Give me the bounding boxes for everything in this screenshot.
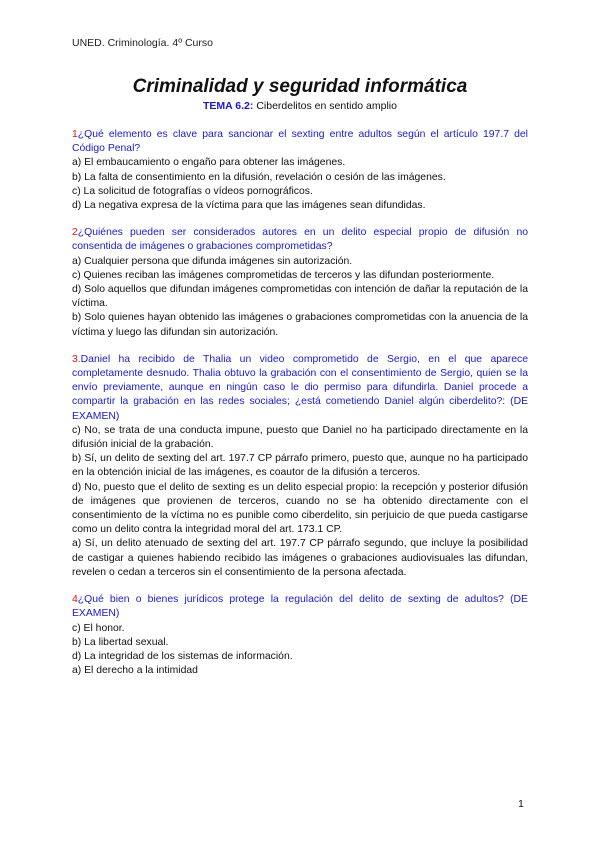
question-text: 2¿Quiénes pueden ser considerados autores en un delito especial propio de difusión no consentida de imágenes o grabaciones comprometidas? (72, 227, 528, 253)
question-block (72, 226, 528, 340)
answer-option: a) Sí, un delito atenuado de sexting del art. 197.7 CP párrafo segundo, que incluye la posibilidad de castigar a quienes habiendo recibido las imágenes o grabaciones audiovisuales las difundan, revelen o cedan a terceros sin el consentimiento de la persona afectada. (72, 538, 528, 578)
answer-option: b) Solo quienes hayan obtenido las imágenes o grabaciones comprometidas con la anuencia de la víctima y luego las difundan sin autorización. (72, 312, 528, 338)
question-block (72, 128, 528, 213)
question-block (72, 353, 528, 580)
question-number: 1 (72, 129, 78, 140)
answer-option: b) La libertad sexual. (72, 636, 169, 648)
question-text: 3.Daniel ha recibido de Thalia un video comprometido de Sergio, en el que aparece completamente desnudo. Thalia obtuvo la grabación con el consentimiento de Sergio, quien se la envío previamente, aunque en ningún caso le dio permiso para difundirla. Daniel procede a compartir la grabación en las redes sociales; ¿está cometiendo Daniel algún ciberdelito?: (DE EXAMEN) (72, 353, 528, 422)
document-title: Criminalidad y seguridad informática (132, 76, 468, 97)
answer-option: d) No, puesto que el delito de sexting es un delito especial propio: la recepción y posterior difusión de imágenes que provienen de terceros, cuando no se ha obtenido directamente con el consentimiento de la víctima no es punible como ciberdelito, sin perjuicio de que pueda castigarse como un delito contra la integridad moral del art. 173.1 CP. (72, 481, 528, 536)
answer-option: a) El derecho a la intimidad (72, 665, 198, 677)
tema-label: TEMA 6.2: (203, 100, 254, 112)
question-text: 1¿Qué elemento es clave para sancionar el sexting entre adultos según el artículo 197.7 del Código Penal? (72, 129, 528, 155)
question-number: 3. (72, 353, 81, 365)
answer-option: d) La integridad de los sistemas de información. (72, 650, 293, 662)
answer-option: b) Sí, un delito de sexting del art. 197.7 CP párrafo primero, puesto que, aunque no ha participado en la obtención inicial de las imágenes, es coautor de la difusión a terceros. (72, 453, 528, 479)
answer-option: c) El honor. (72, 622, 125, 634)
answer-option: c) La solicitud de fotografías o vídeos pornográficos. (72, 185, 313, 197)
question-text: 4¿Qué bien o bienes jurídicos protege la regulación del delito de sexting de adultos? (DE EXAMEN) (72, 594, 528, 620)
page-number: 1 (518, 798, 524, 810)
course-header: UNED. Criminología. 4º Curso (72, 37, 213, 49)
question-number: 2 (72, 227, 78, 239)
answer-option: b) La falta de consentimiento en la difusión, revelación o cesión de las imágenes. (72, 171, 446, 183)
answer-option: a) Cualquier persona que difunda imágenes sin autorización. (72, 255, 353, 267)
question-list (72, 128, 528, 691)
answer-option: d) La negativa expresa de la víctima para que las imágenes sean difundidas. (72, 200, 426, 212)
document-subtitle (0, 100, 600, 112)
question-block (72, 593, 528, 678)
answer-option: a) El embaucamiento o engaño para obtener las imágenes. (72, 157, 346, 169)
answer-option: d) Solo aquellos que difundan imágenes comprometidas con intención de dañar la reputación de la víctima. (72, 284, 528, 310)
tema-description: Ciberdelitos en sentido amplio (256, 100, 397, 112)
answer-option: c) Quienes reciban las imágenes comprometidas de terceros y las difundan posteriormente. (72, 269, 495, 281)
question-number: 4 (72, 594, 78, 606)
answer-option: c) No, se trata de una conducta impune, puesto que Daniel no ha participado directamente en la difusión inicial de la grabación. (72, 424, 528, 451)
